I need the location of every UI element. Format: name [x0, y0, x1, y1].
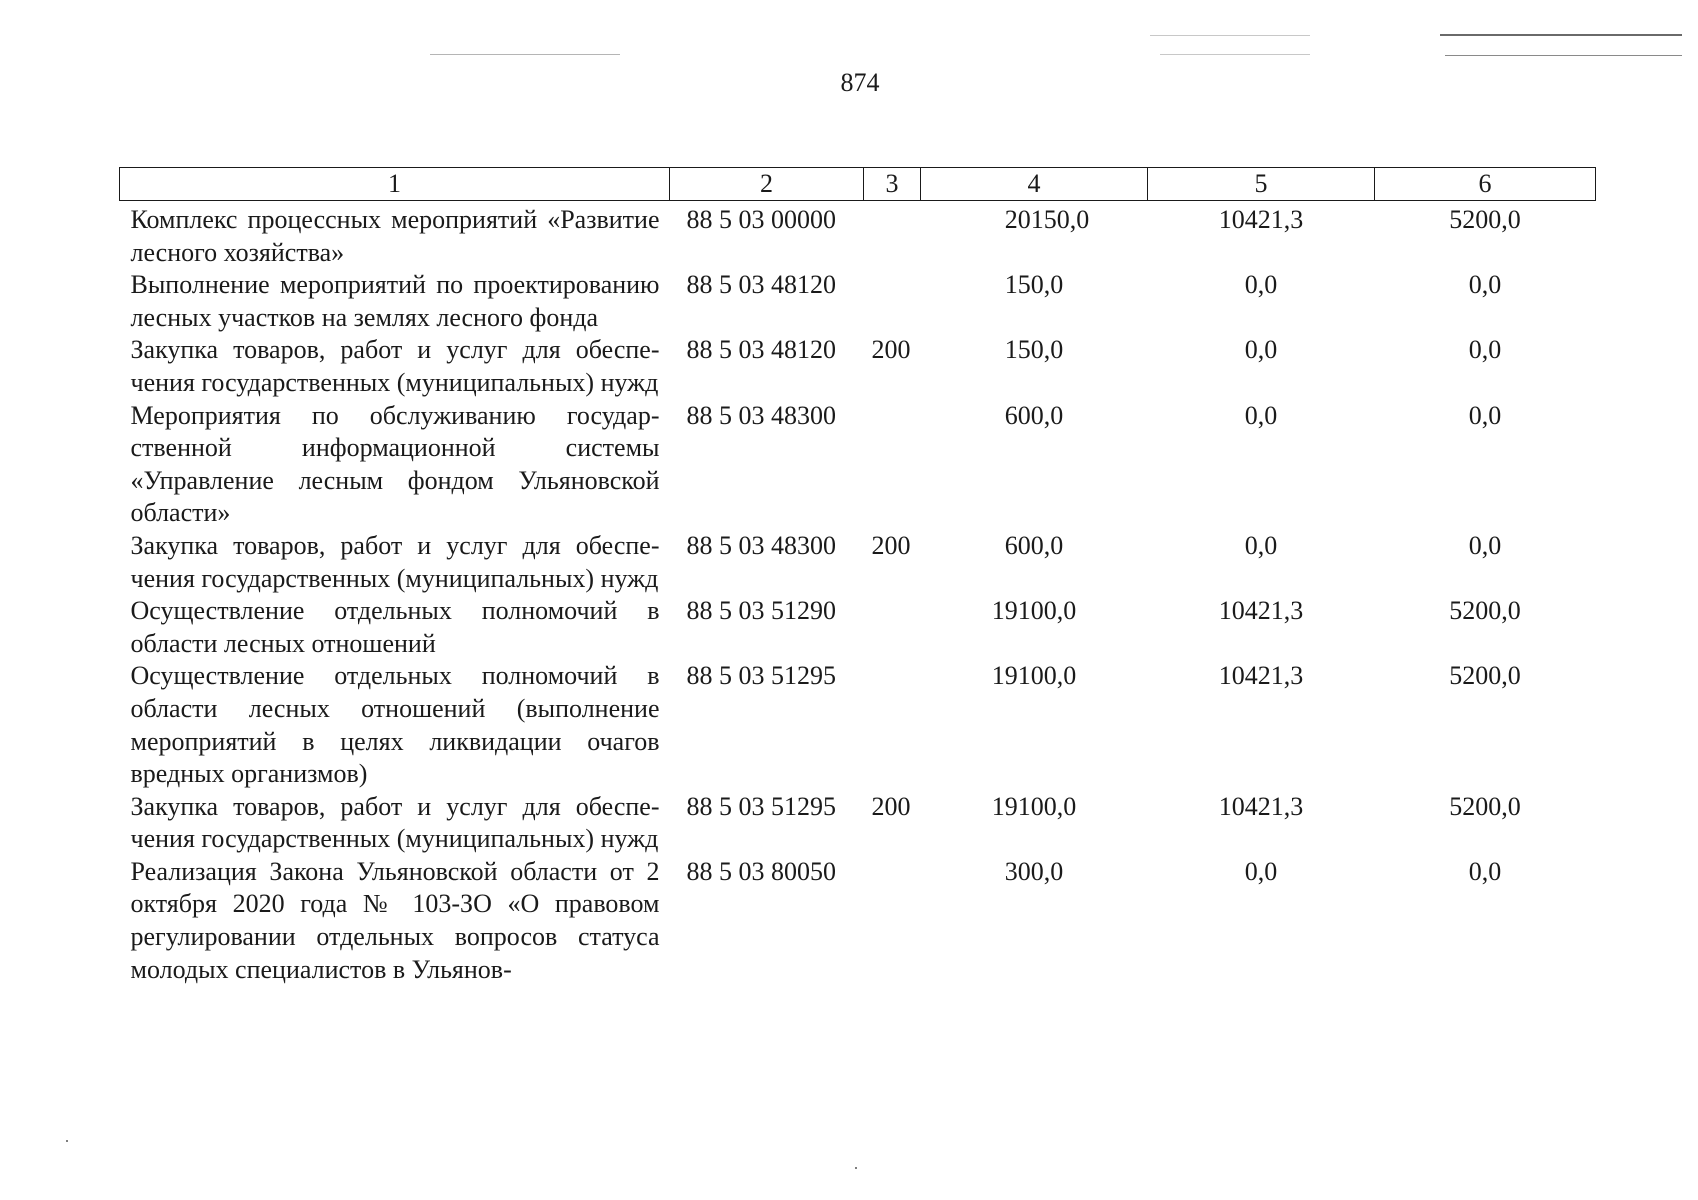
- budget-table: [119, 167, 1596, 986]
- table-row: [120, 201, 1596, 270]
- column-header: 2: [670, 168, 864, 201]
- amount-col-4: 150,0: [1004, 270, 1064, 300]
- amount-col-5: 10421,3: [1218, 661, 1304, 691]
- amount-col-5: 10421,3: [1218, 205, 1304, 234]
- amount-col-5: 10421,3: [1218, 596, 1304, 626]
- table-row: [120, 400, 1596, 530]
- table-row: [120, 791, 1596, 856]
- amount-col-6: 0,0: [1468, 335, 1502, 365]
- scan-artifact: [1150, 35, 1310, 36]
- amount-col-6: 5200,0: [1449, 205, 1521, 234]
- target-code: 88 5 03 80050: [686, 856, 836, 886]
- page-number: 874: [840, 68, 880, 97]
- item-name: Осуществление отдельных полномочий в области лесных отношений: [130, 596, 660, 658]
- target-code: 88 5 03 51290: [686, 596, 836, 626]
- expense-type: [864, 201, 921, 270]
- table-header-row: [120, 168, 1596, 201]
- amount-col-4: 19100,0: [991, 596, 1077, 626]
- amount-col-5: 0,0: [1244, 400, 1278, 430]
- table-row: [120, 595, 1596, 660]
- amount-col-4: 19100,0: [991, 661, 1077, 691]
- amount-col-4: 150,0: [1004, 335, 1064, 365]
- column-header: 3: [864, 168, 921, 201]
- target-code: 88 5 03 48300: [686, 530, 836, 560]
- amount-col-6: 0,0: [1468, 530, 1502, 560]
- column-header: 5: [1148, 168, 1375, 201]
- amount-col-4: 600,0: [1004, 530, 1064, 560]
- scan-artifact: [1440, 34, 1682, 36]
- expense-type: [864, 856, 921, 986]
- item-name: Закупка товаров, работ и услуг для обеспечения государственных (муниципальных) нужд: [130, 335, 660, 397]
- amount-col-6: 5200,0: [1449, 661, 1521, 691]
- table-row: [120, 660, 1596, 790]
- column-header: 4: [921, 168, 1148, 201]
- column-header: 6: [1375, 168, 1596, 201]
- scan-artifact: [1445, 55, 1682, 56]
- amount-col-5: 10421,3: [1218, 791, 1304, 821]
- expense-type: [864, 595, 921, 660]
- scan-artifact: [1160, 54, 1310, 55]
- target-code: 88 5 03 48120: [686, 270, 836, 300]
- expense-type: 200: [871, 530, 911, 560]
- item-name: Осуществление отдельных полномочий в области лесных отношений (выполнение мероприятий в целях ликвидации очагов вредных организмов): [130, 661, 660, 789]
- amount-col-6: 5200,0: [1449, 791, 1521, 821]
- amount-col-5: 0,0: [1244, 856, 1278, 886]
- expense-type: [864, 269, 921, 334]
- item-name: Комплекс процессных мероприятий «Развитие лесного хозяйства»: [130, 205, 660, 267]
- table-row: [120, 269, 1596, 334]
- item-name: Реализация Закона Ульяновской области от 2 октября 2020 года № 103-ЗО «О правовом регулировании отдельных вопросов статуса молодых специалистов в Ульянов-: [130, 856, 660, 984]
- item-name: Закупка товаров, работ и услуг для обеспечения государственных (муниципальных) нужд: [130, 530, 660, 593]
- amount-col-6: 0,0: [1468, 270, 1502, 300]
- amount-col-6: 0,0: [1468, 856, 1502, 886]
- amount-col-6: 0,0: [1468, 400, 1502, 430]
- column-header: 1: [120, 168, 670, 201]
- item-name: Закупка товаров, работ и услуг для обеспечения государственных (муниципальных) нужд: [130, 791, 660, 854]
- expense-type: [864, 400, 921, 530]
- amount-col-5: 0,0: [1244, 335, 1278, 365]
- amount-col-6: 5200,0: [1449, 596, 1521, 626]
- amount-col-4: 600,0: [1004, 400, 1064, 430]
- expense-type: 200: [871, 335, 911, 365]
- target-code: 88 5 03 00000: [686, 205, 836, 234]
- amount-col-4: 20150,0: [1004, 205, 1090, 234]
- amount-col-4: 19100,0: [991, 791, 1077, 821]
- target-code: 88 5 03 48300: [686, 400, 836, 430]
- expense-type: [864, 660, 921, 790]
- target-code: 88 5 03 51295: [686, 661, 836, 691]
- scan-artifact: [66, 1140, 68, 1142]
- amount-col-5: 0,0: [1244, 270, 1278, 300]
- item-name: Мероприятия по обслуживанию государственной информационной системы «Управление лесным фондом Ульяновской области»: [130, 400, 660, 528]
- amount-col-4: 300,0: [1004, 856, 1064, 886]
- scan-artifact: [855, 1167, 857, 1169]
- table-row: [120, 856, 1596, 986]
- target-code: 88 5 03 48120: [686, 335, 836, 365]
- table-row: [120, 334, 1596, 399]
- table-row: [120, 530, 1596, 595]
- target-code: 88 5 03 51295: [686, 791, 836, 821]
- amount-col-5: 0,0: [1244, 530, 1278, 560]
- scan-artifact: [430, 54, 620, 55]
- expense-type: 200: [871, 791, 911, 821]
- item-name: Выполнение мероприятий по проектированию лесных участков на землях лесного фонда: [130, 270, 660, 332]
